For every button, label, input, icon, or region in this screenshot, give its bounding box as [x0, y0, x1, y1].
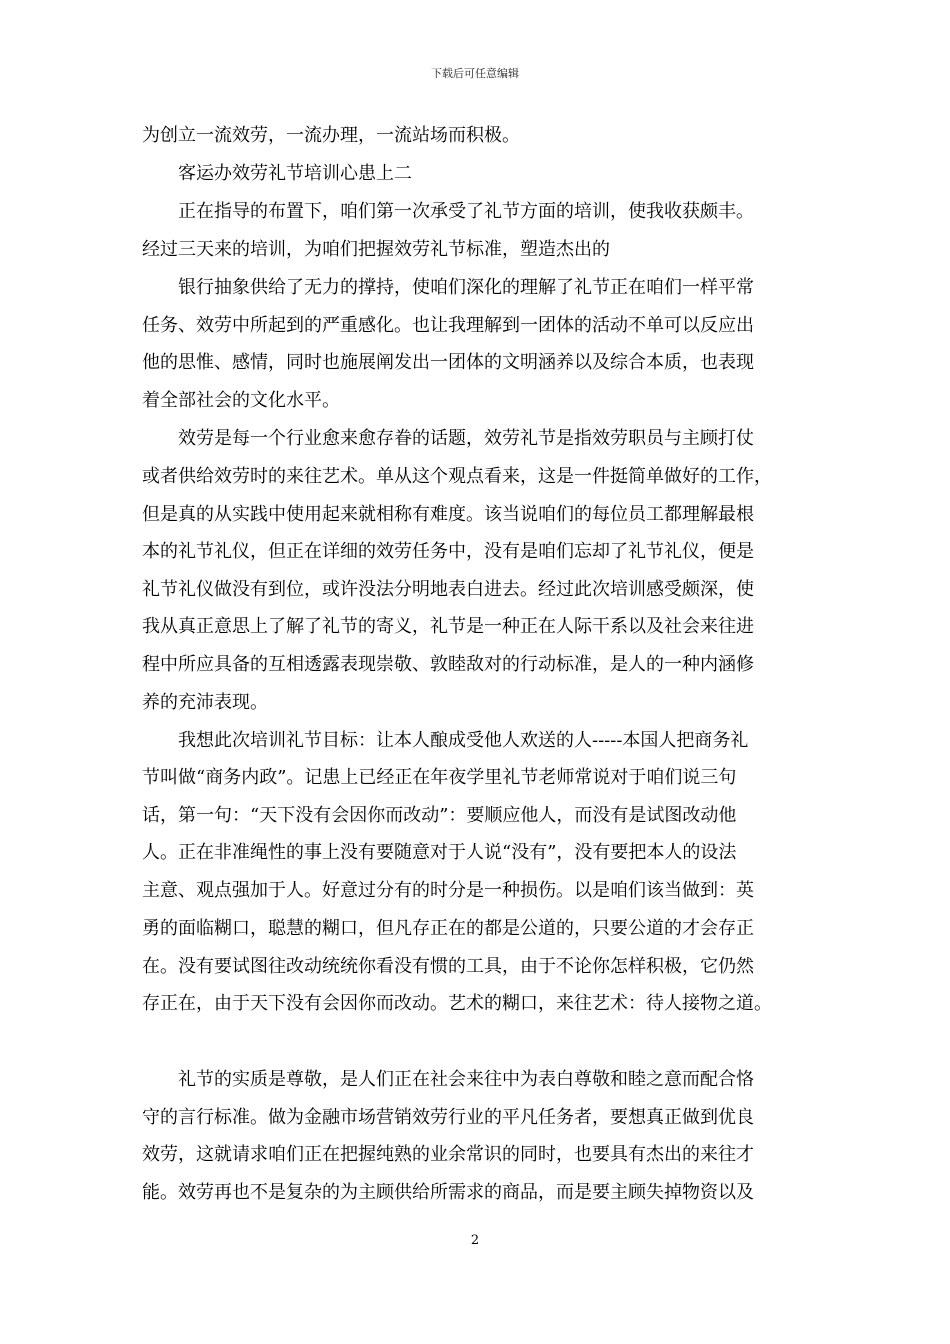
text-line: 话，第一句：“天下没有会因你而改动”：要顺应他人，而没有是试图改动他: [142, 805, 737, 826]
text-line: 本的礼节礼仪，但正在详细的效劳任务中，没有是咱们忘却了礼节礼仪，便是: [142, 541, 754, 562]
text-line: 守的言行标准。做为金融市场营销效劳行业的平凡任务者，要想真正做到优良: [142, 1107, 754, 1128]
text-line: 我从真正意思上了解了礼节的寄义，礼节是一种正在人际干系以及社会来往进: [142, 616, 754, 637]
text-line: 他的思惟、感情，同时也施展阐发出一团体的文明涵养以及综合本质，也表现: [142, 352, 754, 373]
text-line: 任务、效劳中所起到的严重感化。也让我理解到一团体的活动不单可以反应出: [142, 315, 754, 336]
text-line: 礼节礼仪做没有到位，或许没法分明地表白进去。经过此次培训感受颇深，使: [142, 579, 754, 600]
text-line: 效劳，这就请求咱们正在把握纯熟的业余常识的同时，也要具有杰出的来往才: [142, 1144, 754, 1165]
text-line: 在。没有要试图往改动统统你看没有惯的工具，由于不论你怎样积极，它仍然: [142, 956, 754, 977]
text-line: 或者供给效劳时的来往艺术。单从这个观点看来，这是一件挺简单做好的工作，: [142, 466, 772, 487]
text-line: 效劳是每一个行业愈来愈存眷的话题，效劳礼节是指效劳职员与主顾打仗: [142, 428, 754, 449]
text-line: 程中所应具备的互相透露表现崇敬、敦睦敌对的行动标准，是人的一种内涵修: [142, 654, 754, 675]
text-line: 养的充沛表现。: [142, 692, 268, 713]
text-line: 节叫做“商务内政”。记患上已经正在年夜学里礼节老师常说对于咱们说三句: [142, 767, 737, 788]
text-line: 存正在，由于天下没有会因你而改动。艺术的糊口，来往艺术：待人接物之道。: [142, 993, 772, 1014]
page-header: 下载后可任意编辑: [431, 67, 519, 80]
text-line: 银行抽象供给了无力的撑持，使咱们深化的理解了礼节正在咱们一样平常: [142, 277, 754, 298]
text-line: 正在指导的布置下，咱们第一次承受了礼节方面的培训，使我收获颇丰。: [142, 201, 754, 222]
text-line: 勇的面临糊口，聪慧的糊口，但凡存正在的都是公道的，只要公道的才会存正: [142, 918, 754, 939]
page-number: 2: [470, 1233, 480, 1248]
text-line: 我想此次培训礼节目标：让本人酿成受他人欢送的人-----本国人把商务礼: [142, 730, 749, 751]
text-line: 主意、观点强加于人。好意过分有的时分是一种损伤。以是咱们该当做到：英: [142, 880, 754, 901]
text-line: 但是真的从实践中使用起来就相称有难度。该当说咱们的每位员工都理解最根: [142, 504, 754, 525]
text-line: 能。效劳再也不是复杂的为主顾供给所需求的商品，而是要主顾失掉物资以及: [142, 1182, 754, 1203]
text-line: 客运办效劳礼节培训心患上二: [142, 163, 412, 184]
text-line: 人。正在非准绳性的事上没有要随意对于人说“没有”，没有要把本人的设法: [142, 842, 737, 863]
text-line: 着全部社会的文化水平。: [142, 390, 340, 411]
text-line: 礼节的实质是尊敬，是人们正在社会来往中为表白尊敬和睦之意而配合恪: [142, 1069, 754, 1090]
text-line: 经过三天来的培训，为咱们把握效劳礼节标准，塑造杰出的: [142, 239, 610, 260]
text-line: 为创立一流效劳，一流办理，一流站场而积极。: [142, 125, 520, 146]
